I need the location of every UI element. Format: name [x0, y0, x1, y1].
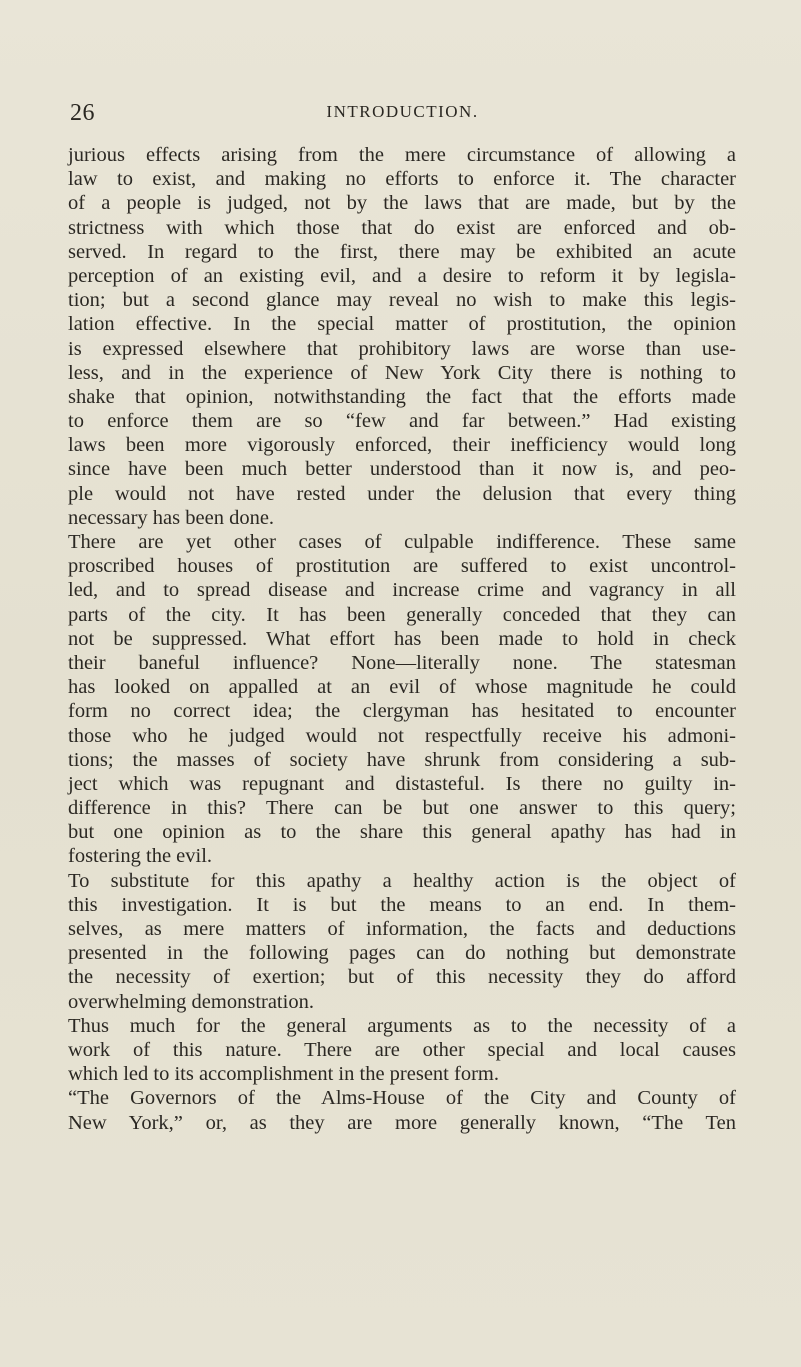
- text-line: those who he judged would not respectfully receive his admoni-: [68, 724, 736, 747]
- body-text: [68, 143, 736, 1135]
- text-line: fostering the evil.: [68, 845, 213, 868]
- text-line: ject which was repugnant and distasteful. Is there no guilty in-: [68, 772, 736, 795]
- text-line: parts of the city. It has been generally conceded that they can: [68, 603, 736, 626]
- running-head: INTRODUCTION.: [326, 102, 479, 121]
- text-line: tion; but a second glance may reveal no wish to make this legis-: [68, 289, 736, 312]
- text-line: jurious effects arising from the mere circumstance of allowing a: [68, 144, 736, 166]
- text-line: New York,” or, as they are more generally known, “The Ten: [68, 1111, 736, 1134]
- text-line: To substitute for this apathy a healthy action is the object of: [68, 869, 736, 892]
- page-header: [70, 100, 735, 126]
- text-line: perception of an existing evil, and a desire to reform it by legisla-: [68, 264, 736, 287]
- text-line: “The Governors of the Alms-House of the City and County of: [68, 1087, 736, 1110]
- text-line: overwhelming demonstration.: [68, 990, 314, 1013]
- text-line: to enforce them are so “few and far between.” Had existing: [68, 410, 736, 433]
- text-line: shake that opinion, notwithstanding the fact that the efforts made: [68, 385, 736, 408]
- text-line: law to exist, and making no efforts to enforce it. The character: [68, 168, 736, 191]
- text-line: which led to its accomplishment in the present form.: [68, 1063, 499, 1086]
- text-line: Thus much for the general arguments as to the necessity of a: [68, 1014, 736, 1037]
- text-line: necessary has been done.: [68, 506, 275, 529]
- text-line: strictness with which those that do exist are enforced and ob-: [68, 216, 736, 239]
- text-line: work of this nature. There are other special and local causes: [68, 1038, 736, 1061]
- text-line: proscribed houses of prostitution are suffered to exist uncontrol-: [68, 555, 736, 578]
- text-line: selves, as mere matters of information, the facts and deductions: [68, 918, 736, 940]
- text-line: is expressed elsewhere that prohibitory laws are worse than use-: [68, 337, 736, 360]
- text-line: not be suppressed. What effort has been made to hold in check: [68, 627, 736, 650]
- text-line: presented in the following pages can do nothing but demonstrate: [68, 942, 736, 965]
- page-number: 26: [70, 100, 95, 126]
- text-line: but one opinion as to the share this general apathy has had in: [68, 821, 736, 844]
- text-line: has looked on appalled at an evil of whose magnitude he could: [68, 676, 736, 699]
- text-line: There are yet other cases of culpable indifference. These same: [68, 531, 736, 553]
- text-line: form no correct idea; the clergyman has hesitated to encounter: [68, 700, 736, 723]
- text-line: led, and to spread disease and increase crime and vagrancy in all: [68, 579, 736, 602]
- text-line: tions; the masses of society have shrunk from considering a sub-: [68, 748, 736, 771]
- text-line: ple would not have rested under the delusion that every thing: [68, 482, 736, 505]
- text-line: less, and in the experience of New York City there is nothing to: [68, 361, 736, 384]
- text-line: since have been much better understood than it now is, and peo-: [68, 458, 736, 481]
- text-line: difference in this? There can be but one answer to this query;: [68, 797, 736, 820]
- text-line: lation effective. In the special matter of prostitution, the opinion: [68, 313, 736, 336]
- text-line: laws been more vigorously enforced, their inefficiency would long: [68, 434, 736, 457]
- text-line: served. In regard to the first, there may be exhibited an acute: [68, 240, 736, 263]
- text-line: this investigation. It is but the means to an end. In them-: [68, 893, 736, 916]
- text-line: of a people is judged, not by the laws that are made, but by the: [68, 192, 736, 215]
- text-line: the necessity of exertion; but of this necessity they do afford: [68, 966, 736, 989]
- text-line: their baneful influence? None—literally none. The statesman: [68, 651, 736, 674]
